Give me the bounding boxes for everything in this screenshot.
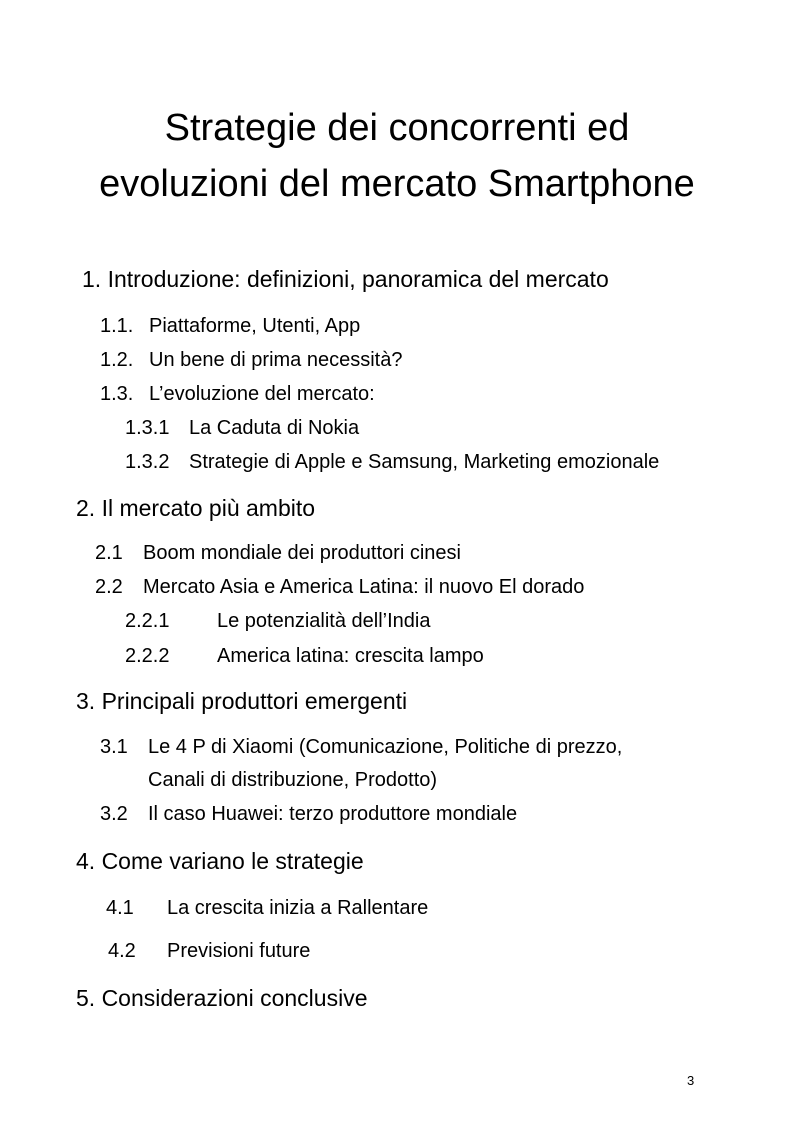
toc-section-1: 1. Introduzione: definizioni, panoramica del mercato bbox=[82, 266, 609, 292]
toc-entry-number: 4.2 bbox=[108, 940, 136, 962]
toc-entry-number: 3.2 bbox=[100, 803, 128, 825]
document-title-line-1: Strategie dei concorrenti ed bbox=[164, 107, 630, 149]
toc-entry-text: L’evoluzione del mercato: bbox=[149, 383, 375, 405]
toc-entry-number: 2.2.1 bbox=[125, 610, 170, 632]
toc-entry-number: 4.1 bbox=[106, 897, 134, 919]
document-title bbox=[0, 100, 794, 212]
toc-entry-number: 2.1 bbox=[95, 542, 123, 564]
toc-entry-number: 1.2. bbox=[100, 349, 134, 371]
toc-entry-text: Strategie di Apple e Samsung, Marketing emozionale bbox=[189, 451, 660, 473]
toc-section-2: 2. Il mercato più ambito bbox=[76, 495, 316, 521]
document-title-line-2: evoluzioni del mercato Smartphone bbox=[99, 163, 695, 205]
toc-entry-number: 1.3. bbox=[100, 383, 134, 405]
toc-entry-text: Le potenzialità dell’India bbox=[217, 610, 431, 632]
page-number: 3 bbox=[687, 1073, 695, 1088]
toc-entry-text-continued: Canali di distribuzione, Prodotto) bbox=[148, 769, 438, 791]
toc-entry-number: 1.1. bbox=[100, 315, 134, 337]
toc-entry-text: America latina: crescita lampo bbox=[217, 645, 484, 667]
toc-section-3: 3. Principali produttori emergenti bbox=[76, 688, 408, 714]
toc-entry-number: 1.3.2 bbox=[125, 451, 170, 473]
toc-entry-number: 1.3.1 bbox=[125, 417, 170, 439]
toc-entry-number: 2.2.2 bbox=[125, 645, 170, 667]
toc-section-5: 5. Considerazioni conclusive bbox=[76, 985, 368, 1011]
toc-entry-text: Mercato Asia e America Latina: il nuovo El dorado bbox=[143, 576, 585, 598]
toc-entry-text: Le 4 P di Xiaomi (Comunicazione, Politiche di prezzo, bbox=[148, 736, 623, 758]
toc-entry-text: Previsioni future bbox=[167, 940, 311, 962]
toc-entry-number: 2.2 bbox=[95, 576, 123, 598]
toc-entry-text: Il caso Huawei: terzo produttore mondiale bbox=[148, 803, 518, 825]
toc-entry-text: Boom mondiale dei produttori cinesi bbox=[143, 542, 461, 564]
toc-entry-text: Un bene di prima necessità? bbox=[149, 349, 403, 371]
toc-entry-number: 3.1 bbox=[100, 736, 128, 758]
toc-entry-text: Piattaforme, Utenti, App bbox=[149, 315, 361, 337]
toc-entry-text: La crescita inizia a Rallentare bbox=[167, 897, 429, 919]
toc-entry-text: La Caduta di Nokia bbox=[189, 417, 360, 439]
toc-section-4: 4. Come variano le strategie bbox=[76, 848, 364, 874]
